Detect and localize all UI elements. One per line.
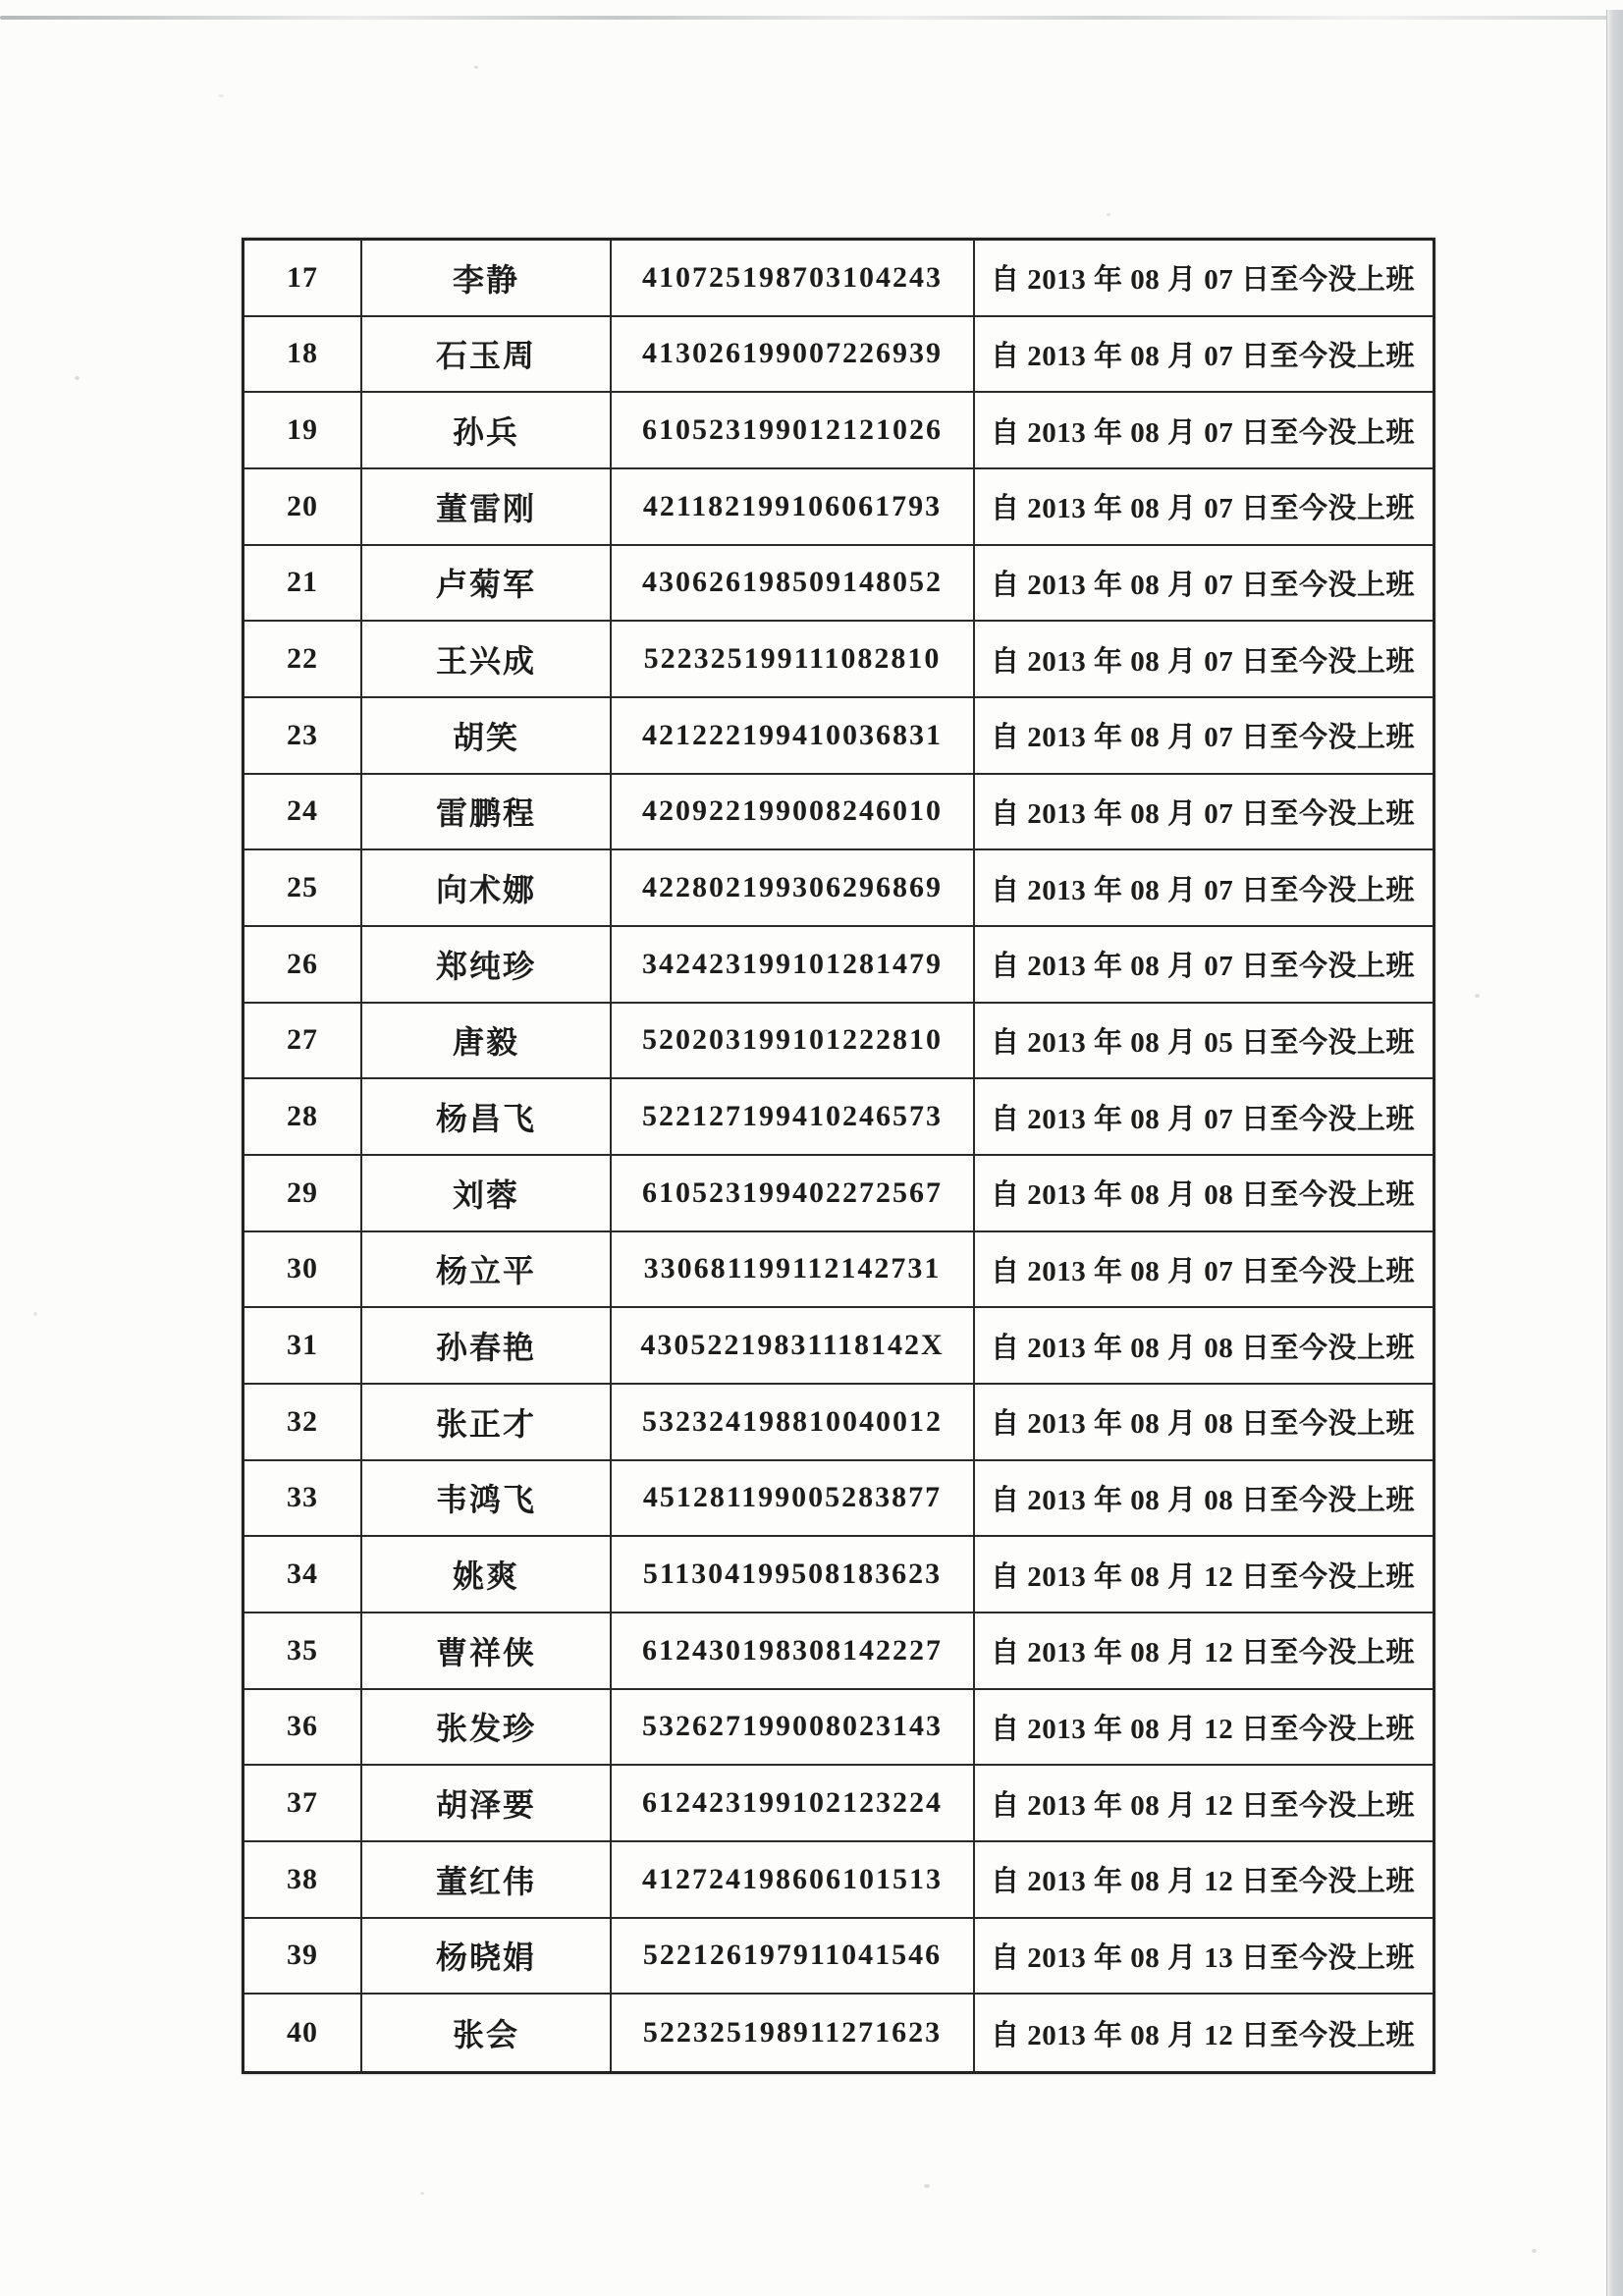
id-number-cell: 520203199101222810 — [612, 1004, 975, 1078]
table-row — [244, 469, 1433, 546]
status-cell: 自 2013 年 08 月 07 日至今没上班 — [991, 493, 1416, 525]
id-number-cell: 413026199007226939 — [612, 317, 975, 392]
id-number-cell: 43052219831118142X — [612, 1308, 975, 1383]
name-cell: 胡笑 — [362, 698, 612, 773]
name-cell: 董红伟 — [362, 1842, 612, 1917]
id-number-cell: 330681199112142731 — [612, 1232, 975, 1307]
scan-speck — [75, 376, 80, 380]
row-number-cell: 20 — [244, 469, 362, 544]
row-number-cell: 17 — [244, 241, 362, 315]
table-row — [244, 393, 1433, 469]
name-cell: 雷鹏程 — [362, 775, 612, 849]
table-row — [244, 775, 1433, 851]
table-row — [244, 1537, 1433, 1613]
name-cell: 董雷刚 — [362, 469, 612, 544]
table-row — [244, 622, 1433, 698]
id-number-cell: 421222199410036831 — [612, 698, 975, 773]
status-cell: 自 2013 年 08 月 12 日至今没上班 — [991, 1866, 1416, 1898]
row-number-cell: 38 — [244, 1842, 362, 1917]
name-cell: 卢菊军 — [362, 546, 612, 621]
name-cell: 杨昌飞 — [362, 1079, 612, 1154]
scan-speck — [1532, 2249, 1537, 2253]
id-number-cell: 522126197911041546 — [612, 1919, 975, 1994]
status-cell: 自 2013 年 08 月 08 日至今没上班 — [991, 1179, 1416, 1212]
table-row — [244, 1613, 1433, 1690]
id-number-cell: 522127199410246573 — [612, 1079, 975, 1154]
row-number-cell: 27 — [244, 1004, 362, 1078]
table-row — [244, 1690, 1433, 1767]
scan-top-streak-artifact — [0, 16, 1623, 20]
row-number-cell: 24 — [244, 775, 362, 849]
name-cell: 杨立平 — [362, 1232, 612, 1307]
status-cell: 自 2013 年 08 月 08 日至今没上班 — [991, 1332, 1416, 1364]
row-number-cell: 40 — [244, 1995, 362, 2071]
table-row — [244, 1004, 1433, 1080]
scan-speck — [1107, 213, 1110, 216]
name-cell: 姚爽 — [362, 1537, 612, 1612]
status-cell: 自 2013 年 08 月 07 日至今没上班 — [991, 1255, 1416, 1287]
scan-speck — [1475, 994, 1480, 998]
id-number-cell: 421182199106061793 — [612, 469, 975, 544]
name-cell: 向术娜 — [362, 850, 612, 925]
id-number-cell: 522325199111082810 — [612, 622, 975, 696]
row-number-cell: 29 — [244, 1156, 362, 1230]
id-number-cell: 422802199306296869 — [612, 850, 975, 925]
row-number-cell: 19 — [244, 393, 362, 467]
status-cell: 自 2013 年 08 月 07 日至今没上班 — [991, 416, 1416, 449]
status-cell: 自 2013 年 08 月 12 日至今没上班 — [991, 1637, 1416, 1669]
name-cell: 李静 — [362, 241, 612, 315]
table-row — [244, 317, 1433, 394]
table-row — [244, 1461, 1433, 1538]
status-cell: 自 2013 年 08 月 07 日至今没上班 — [991, 340, 1416, 372]
table-row — [244, 1079, 1433, 1156]
row-number-cell: 35 — [244, 1613, 362, 1688]
name-cell: 杨晓娟 — [362, 1919, 612, 1994]
row-number-cell: 39 — [244, 1919, 362, 1994]
name-cell: 韦鸿飞 — [362, 1461, 612, 1536]
status-cell: 自 2013 年 08 月 07 日至今没上班 — [991, 797, 1416, 830]
table-row — [244, 850, 1433, 927]
scan-speck — [924, 2184, 930, 2188]
name-cell: 张会 — [362, 1995, 612, 2071]
row-number-cell: 32 — [244, 1385, 362, 1459]
table-row — [244, 698, 1433, 775]
name-cell: 王兴成 — [362, 622, 612, 696]
name-cell: 刘蓉 — [362, 1156, 612, 1230]
table-row — [244, 1766, 1433, 1842]
row-number-cell: 21 — [244, 546, 362, 621]
id-number-cell: 610523199402272567 — [612, 1156, 975, 1230]
name-cell: 孙兵 — [362, 393, 612, 467]
table-row — [244, 1232, 1433, 1309]
scan-speck — [218, 94, 224, 97]
row-number-cell: 34 — [244, 1537, 362, 1612]
table-row — [244, 546, 1433, 623]
table-row — [244, 927, 1433, 1004]
status-cell: 自 2013 年 08 月 08 日至今没上班 — [991, 1408, 1416, 1441]
name-cell: 张发珍 — [362, 1690, 612, 1765]
attendance-table — [242, 238, 1435, 2074]
row-number-cell: 23 — [244, 698, 362, 773]
status-cell: 自 2013 年 08 月 12 日至今没上班 — [991, 2019, 1416, 2051]
status-cell: 自 2013 年 08 月 07 日至今没上班 — [991, 1103, 1416, 1135]
status-cell: 自 2013 年 08 月 08 日至今没上班 — [991, 1484, 1416, 1516]
status-cell: 自 2013 年 08 月 12 日至今没上班 — [991, 1789, 1416, 1822]
name-cell: 石玉周 — [362, 317, 612, 392]
name-cell: 张正才 — [362, 1385, 612, 1459]
table-row — [244, 241, 1433, 317]
row-number-cell: 25 — [244, 850, 362, 925]
id-number-cell: 430626198509148052 — [612, 546, 975, 621]
row-number-cell: 22 — [244, 622, 362, 696]
row-number-cell: 28 — [244, 1079, 362, 1154]
name-cell: 唐毅 — [362, 1004, 612, 1078]
status-cell: 自 2013 年 08 月 12 日至今没上班 — [991, 1713, 1416, 1745]
name-cell: 曹祥侠 — [362, 1613, 612, 1688]
scan-speck — [474, 66, 478, 69]
id-number-cell: 410725198703104243 — [612, 241, 975, 315]
table-row — [244, 1308, 1433, 1385]
scan-page-edge-shadow — [1606, 10, 1623, 2296]
row-number-cell: 36 — [244, 1690, 362, 1765]
id-number-cell: 420922199008246010 — [612, 775, 975, 849]
id-number-cell: 612430198308142227 — [612, 1613, 975, 1688]
name-cell: 郑纯珍 — [362, 927, 612, 1002]
table-row — [244, 1156, 1433, 1232]
status-cell: 自 2013 年 08 月 12 日至今没上班 — [991, 1560, 1416, 1593]
id-number-cell: 451281199005283877 — [612, 1461, 975, 1536]
name-cell: 孙春艳 — [362, 1308, 612, 1383]
status-cell: 自 2013 年 08 月 07 日至今没上班 — [991, 874, 1416, 906]
id-number-cell: 412724198606101513 — [612, 1842, 975, 1917]
scan-speck — [33, 1312, 37, 1316]
status-cell: 自 2013 年 08 月 13 日至今没上班 — [991, 1941, 1416, 1974]
table-row — [244, 1842, 1433, 1919]
status-cell: 自 2013 年 08 月 07 日至今没上班 — [991, 264, 1416, 297]
id-number-cell: 522325198911271623 — [612, 1995, 975, 2071]
id-number-cell: 342423199101281479 — [612, 927, 975, 1002]
table-row — [244, 1995, 1433, 2071]
status-cell: 自 2013 年 08 月 07 日至今没上班 — [991, 951, 1416, 983]
status-cell: 自 2013 年 08 月 07 日至今没上班 — [991, 645, 1416, 678]
id-number-cell: 532324198810040012 — [612, 1385, 975, 1459]
row-number-cell: 30 — [244, 1232, 362, 1307]
table-row — [244, 1919, 1433, 1995]
status-cell: 自 2013 年 08 月 07 日至今没上班 — [991, 569, 1416, 601]
row-number-cell: 18 — [244, 317, 362, 392]
row-number-cell: 37 — [244, 1766, 362, 1840]
row-number-cell: 33 — [244, 1461, 362, 1536]
status-cell: 自 2013 年 08 月 07 日至今没上班 — [991, 722, 1416, 754]
row-number-cell: 26 — [244, 927, 362, 1002]
name-cell: 胡泽要 — [362, 1766, 612, 1840]
status-cell: 自 2013 年 08 月 05 日至今没上班 — [991, 1026, 1416, 1059]
scan-speck — [420, 2192, 424, 2195]
id-number-cell: 610523199012121026 — [612, 393, 975, 467]
id-number-cell: 511304199508183623 — [612, 1537, 975, 1612]
row-number-cell: 31 — [244, 1308, 362, 1383]
id-number-cell: 612423199102123224 — [612, 1766, 975, 1840]
table-row — [244, 1385, 1433, 1461]
id-number-cell: 532627199008023143 — [612, 1690, 975, 1765]
